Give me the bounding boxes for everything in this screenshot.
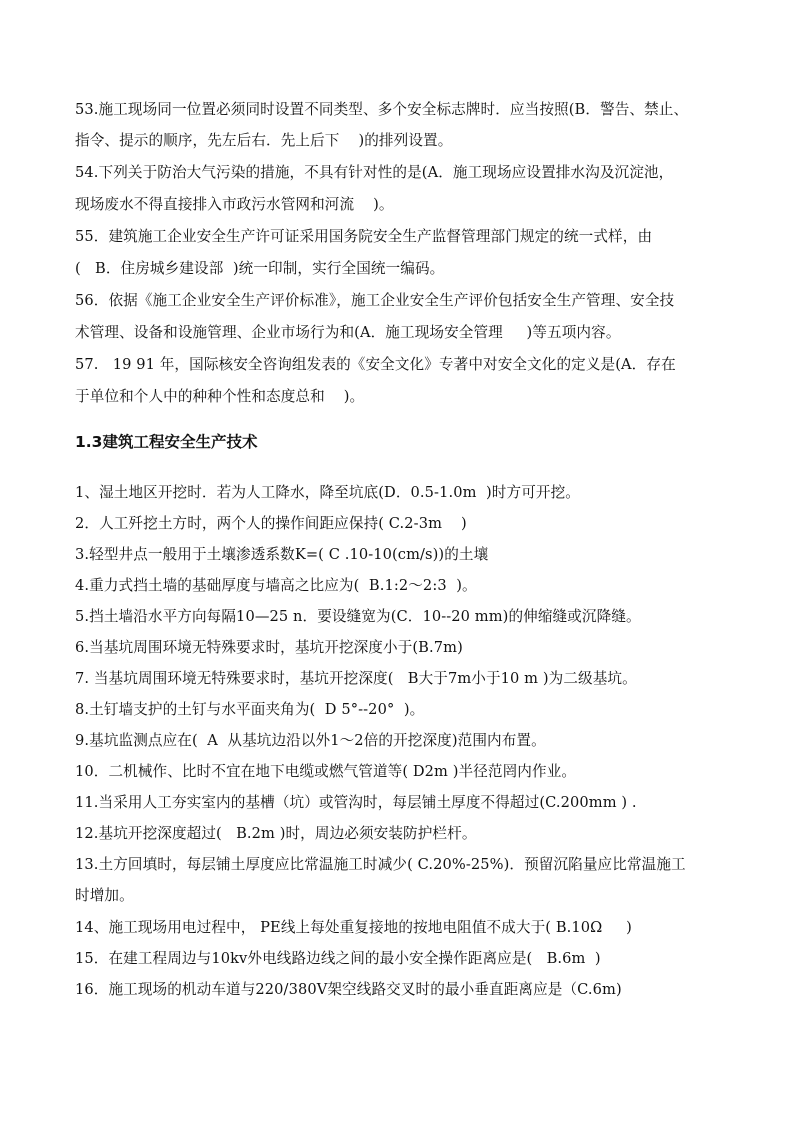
question-56-line-1: 56．依据《施工企业安全生产评价标准》，施工企业安全生产评价包括安全生产管理、安全技: [75, 292, 675, 309]
question-12: 12.基坑开挖深度超过( B.2m )时，周边必须安装防护栏杆。: [75, 825, 477, 842]
question-16: 16．施工现场的机动车道与220/380V架空线路交叉时的最小垂直距离应是（C.6m): [75, 981, 622, 998]
question-3: 3.轻型井点一般用于土壤渗透系数K=( C .10-10(cm/s))的土壤: [75, 546, 489, 563]
question-56-line-2: 术管理、设备和设施管理、企业市场行为和(A．施工现场安全管理 )等五项内容。: [75, 324, 621, 341]
question-5: 5.挡土墙沿水平方向每隔10—25 n．要设缝宽为(C．10--20 mm)的伸缩缝或沉降缝。: [75, 608, 641, 625]
question-54-line-1: 54.下列关于防治大气污染的措施，不具有针对性的是(A．施工现场应设置排水沟及沉淀池，: [75, 164, 674, 181]
question-13-line-1: 13.土方回填时，每层铺土厚度应比常温施工时减少( C.20%-25%)．预留沉陷量应比常温施工: [75, 856, 686, 873]
question-8: 8.土钉墙支护的土钉与水平面夹角为( D 5°--20° )。: [75, 701, 425, 718]
question-57-line-2: 于单位和个人中的种种个性和态度总和 )。: [75, 388, 365, 405]
question-57-line-1: 57. 19 91 年，国际核安全咨询组发表的《安全文化》专著中对安全文化的定义是(A．存在: [75, 356, 676, 373]
question-11: 11.当采用人工夯实室内的基槽（坑）或管沟时，每层铺土厚度不得超过(C.200mm ) .: [75, 794, 637, 811]
question-6: 6.当基坑周围环境无特殊要求时，基坑开挖深度小于(B.7m): [75, 639, 463, 656]
question-15: 15．在建工程周边与10kv外电线路边线之间的最小安全操作距离应是( B.6m ): [75, 950, 601, 967]
question-7: 7. 当基坑周围环境无特殊要求时，基坑开挖深度( B大于7m小于10 m )为二级基坑。: [75, 670, 637, 687]
question-55-line-1: 55．建筑施工企业安全生产许可证采用国务院安全生产监督管理部门规定的统一式样，由: [75, 228, 653, 245]
question-2: 2．人工歼挖土方时，两个人的操作间距应保持( C.2-3m ): [75, 515, 467, 532]
question-55-line-2: ( B．住房城乡建设部 )统一印制，实行全国统一编码。: [75, 260, 445, 277]
question-9: 9.基坑监测点应在( A 从基坑边沿以外1～2倍的开挖深度)范围内布置。: [75, 732, 546, 749]
section-heading: 1.3建筑工程安全生产技术: [75, 433, 258, 451]
question-53-line-2: 指令、提示的顺序，先左后右．先上后下 )的排列设置。: [75, 132, 453, 149]
question-54-line-2: 现场废水不得直接排入市政污水管网和河流 )。: [75, 196, 394, 213]
question-14: 14、施工现场用电过程中， PE线上每处重复接地的按地电阻值不成大于( B.10Ω ): [75, 919, 632, 936]
question-1: 1、湿土地区开挖时．若为人工降水，降至坑底(D．0.5-1.0m )时方可开挖。: [75, 484, 580, 501]
question-53-line-1: 53.施工现场同一位置必须同时设置不同类型、多个安全标志牌时．应当按照(B．警告、禁止、: [75, 101, 689, 118]
question-4: 4.重力式挡土墙的基础厚度与墙高之比应为( B.1:2～2:3 )。: [75, 577, 477, 594]
question-10: 10．二机械作、比时不宜在地下电缆或燃气管道等( D2m )半径范罔内作业。: [75, 763, 577, 780]
question-13-line-2: 时增加。: [75, 887, 134, 904]
